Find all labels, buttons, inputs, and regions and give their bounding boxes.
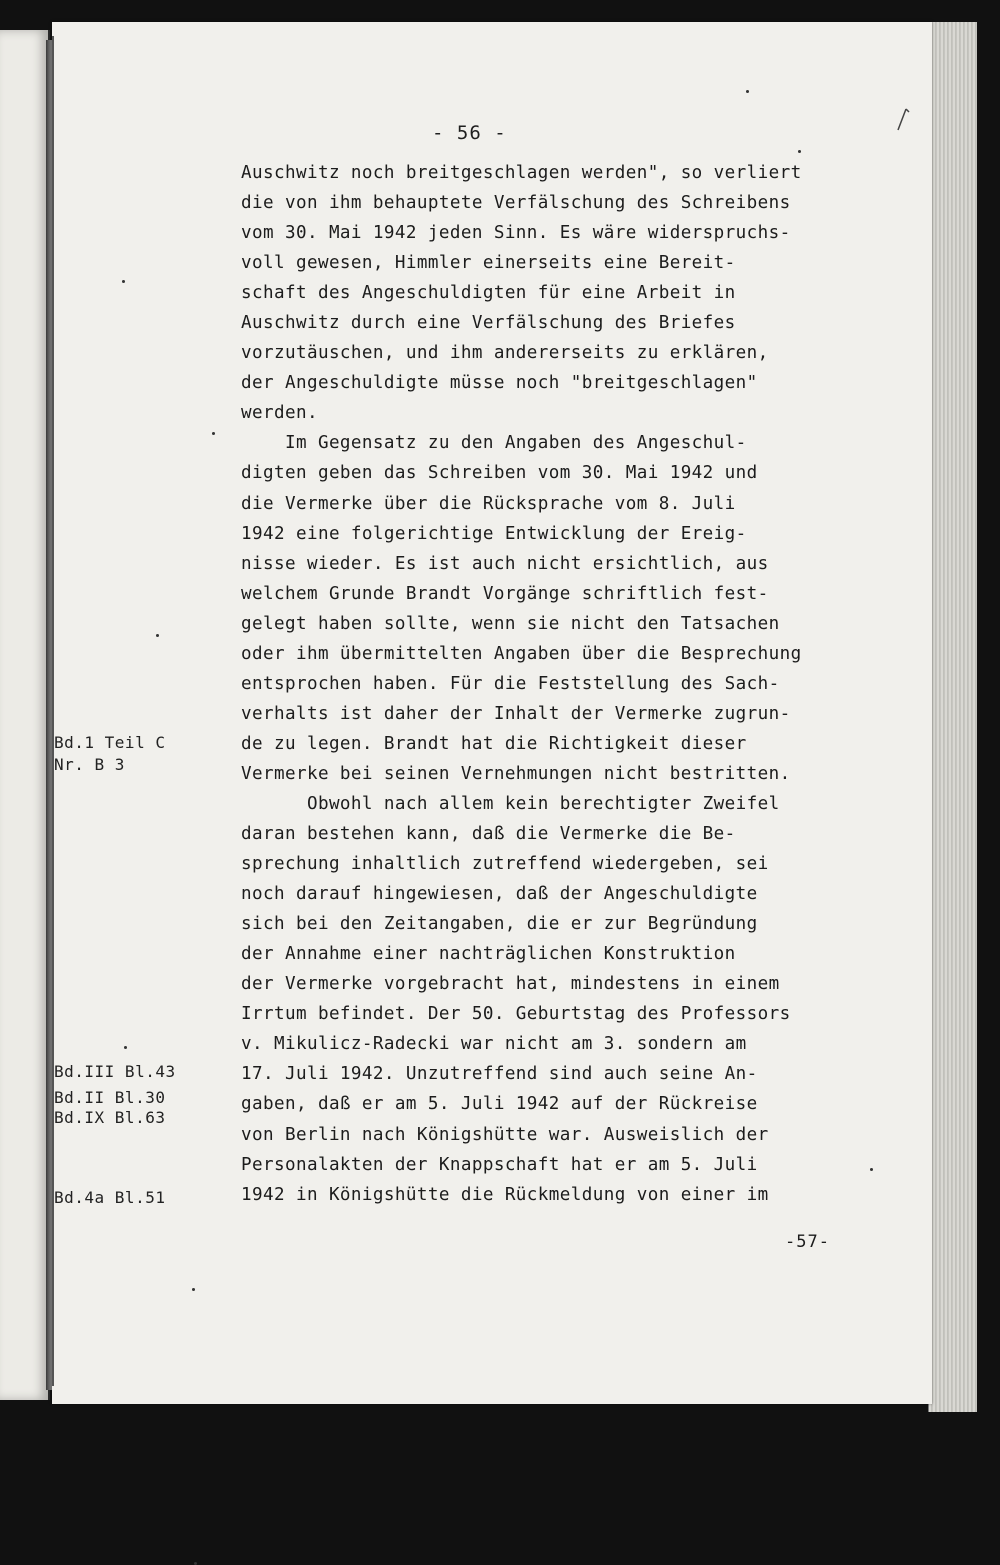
body-line: Obwohl nach allem kein berechtigter Zweifel [241, 793, 780, 814]
next-page-marker: -57- [785, 1232, 830, 1252]
body-line: digten geben das Schreiben vom 30. Mai 1942 und [241, 463, 758, 484]
speck [746, 90, 749, 93]
body-line: sich bei den Zeitangaben, die er zur Begründung [241, 914, 758, 935]
body-line: gaben, daß er am 5. Juli 1942 auf der Rückreise [241, 1094, 758, 1115]
body-line: Auschwitz durch eine Verfälschung des Briefes [241, 313, 736, 334]
body-line: Personalakten der Knappschaft hat er am 5. Juli [241, 1154, 758, 1175]
body-line: noch darauf hingewiesen, daß der Angeschuldigte [241, 884, 758, 905]
body-line: der Angeschuldigte müsse noch "breitgeschlagen" [241, 373, 758, 394]
body-line: entsprochen haben. Für die Feststellung des Sach- [241, 673, 780, 694]
body-line: nisse wieder. Es ist auch nicht ersichtlich, aus [241, 553, 769, 574]
ink-mark-icon [894, 106, 912, 132]
body-line: Auschwitz noch breitgeschlagen werden", so verliert [241, 163, 802, 183]
body-line: Im Gegensatz zu den Angaben des Angeschul- [241, 433, 747, 454]
body-line: werden. [241, 403, 318, 424]
body-line: daran bestehen kann, daß die Vermerke die Be- [241, 824, 736, 845]
body-line: 1942 eine folgerichtige Entwicklung der Ereig- [241, 523, 747, 544]
body-line: 17. Juli 1942. Unzutreffend sind auch seine An- [241, 1064, 758, 1085]
speck [124, 1046, 127, 1049]
body-line: sprechung inhaltlich zutreffend wiedergeben, sei [241, 854, 769, 875]
margin-note: Bd.1 Teil C [54, 733, 166, 752]
body-text [241, 158, 881, 1210]
body-line: Irrtum befindet. Der 50. Geburtstag des Professors [241, 1004, 791, 1025]
margin-note: Bd.II Bl.30 [54, 1088, 166, 1107]
margin-note: Nr. B 3 [54, 755, 125, 774]
body-line: gelegt haben sollte, wenn sie nicht den Tatsachen [241, 613, 780, 634]
margin-note: Bd.4a Bl.51 [54, 1188, 166, 1207]
body-line: der Annahme einer nachträglichen Konstruktion [241, 944, 736, 965]
document-page [52, 22, 932, 1404]
body-line: oder ihm übermittelten Angaben über die Besprechung [241, 643, 802, 664]
body-line: de zu legen. Brandt hat die Richtigkeit dieser [241, 733, 747, 754]
body-line: welchem Grunde Brandt Vorgänge schriftlich fest- [241, 583, 769, 604]
page-number: - 56 - [432, 122, 507, 144]
body-line: die Vermerke über die Rücksprache vom 8. Juli [241, 493, 736, 514]
body-line: verhalts ist daher der Inhalt der Vermerke zugrun- [241, 703, 791, 724]
speck [192, 1288, 195, 1291]
body-line: 1942 in Königshütte die Rückmeldung von einer im [241, 1184, 769, 1205]
margin-note: Bd.IX Bl.63 [54, 1108, 166, 1127]
body-line: voll gewesen, Himmler einerseits eine Bereit- [241, 253, 736, 274]
body-line: schaft des Angeschuldigten für eine Arbeit in [241, 283, 736, 304]
body-line: die von ihm behauptete Verfälschung des Schreibens [241, 193, 791, 214]
body-line: von Berlin nach Königshütte war. Ausweislich der [241, 1124, 769, 1145]
margin-note: Bd.III Bl.43 [54, 1062, 176, 1081]
speck [212, 432, 215, 435]
speck [870, 1168, 873, 1171]
previous-page-edge [0, 30, 50, 1400]
body-line: vorzutäuschen, und ihm andererseits zu erklären, [241, 343, 769, 364]
body-line: v. Mikulicz-Radecki war nicht am 3. sondern am [241, 1034, 747, 1055]
body-line: vom 30. Mai 1942 jeden Sinn. Es wäre widerspruchs- [241, 223, 791, 244]
body-line: der Vermerke vorgebracht hat, mindestens in einem [241, 974, 780, 995]
speck [798, 150, 801, 153]
body-line: Vermerke bei seinen Vernehmungen nicht bestritten. [241, 763, 791, 784]
page-stack-edge [928, 22, 977, 1412]
speck [156, 634, 159, 637]
speck [122, 280, 125, 283]
margin-references [54, 22, 204, 1322]
